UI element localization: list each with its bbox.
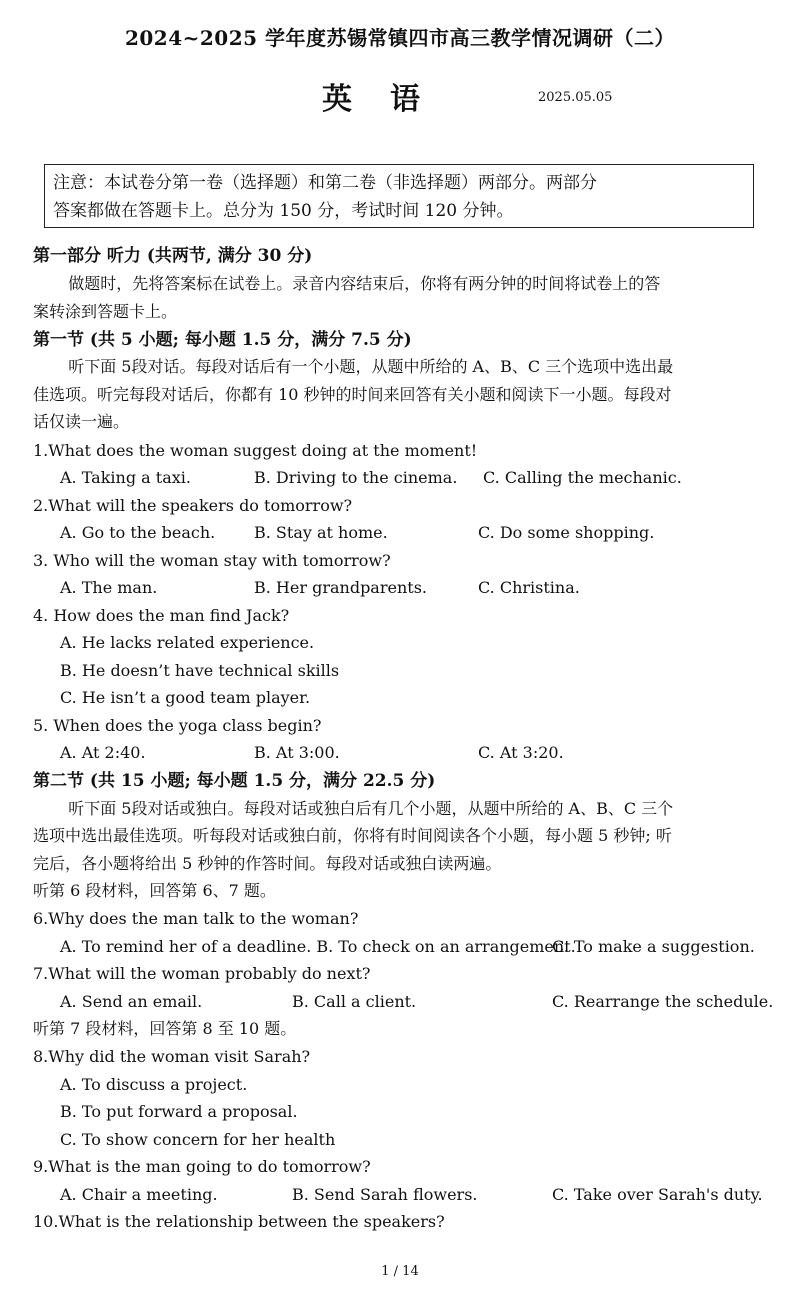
question-stem: 5. When does the yoga class begin? <box>33 716 322 735</box>
notice-box <box>44 164 754 228</box>
exam-title: 2024~2025 学年度苏锡常镇四市高三教学情况调研（二） <box>124 26 676 50</box>
option-a: A. Chair a meeting. <box>60 1185 218 1204</box>
option-c: C. He isn’t a good team player. <box>60 688 311 707</box>
exam-date: 2025.05.05 <box>538 90 613 105</box>
section-intro: 佳选项。听完每段对话后，你都有 10 秒钟的时间来回答有关小题和阅读下一小题。每段对 <box>33 385 672 404</box>
section-intro: 选项中选出最佳选项。听每段对话或独白前，你将有时间阅读各个小题，每小题 5 秒钟; 听 <box>33 826 672 845</box>
option-c: C. To make a suggestion. <box>552 937 755 956</box>
section-intro: 听下面 5段对话。每段对话后有一个小题，从题中所给的 A、B、C 三个选项中选出最 <box>68 357 674 376</box>
question-stem: 3. Who will the woman stay with tomorrow? <box>33 551 391 570</box>
option-c: C. Do some shopping. <box>478 523 655 542</box>
option-b: B. Send Sarah flowers. <box>292 1185 478 1204</box>
question-stem: 7.What will the woman probably do next? <box>33 964 371 983</box>
option-b: B. Call a client. <box>292 992 417 1011</box>
option-b: B. Her grandparents. <box>254 578 427 597</box>
option-a: A. Go to the beach. <box>60 523 216 542</box>
part-intro: 案转涂到答题卡上。 <box>33 302 178 321</box>
option-a: A. To discuss a project. <box>60 1075 248 1094</box>
option-ab: A. To remind her of a deadline. B. To check on an arrangement. <box>60 937 576 956</box>
section-intro: 话仅读一遍。 <box>33 412 130 431</box>
question-stem: 2.What will the speakers do tomorrow? <box>33 496 353 515</box>
material-note: 听第 7 段材料，回答第 8 至 10 题。 <box>33 1019 297 1038</box>
option-c: C. Christina. <box>478 578 580 597</box>
option-c: C. At 3:20. <box>478 743 564 762</box>
question-stem: 4. How does the man find Jack? <box>33 606 290 625</box>
part-heading: 第一部分 听力 (共两节, 满分 30 分) <box>33 246 313 266</box>
question-stem: 6.Why does the man talk to the woman? <box>33 909 359 928</box>
option-a: A. The man. <box>60 578 158 597</box>
option-a: A. At 2:40. <box>60 743 146 762</box>
section-heading: 第一节 (共 5 小题; 每小题 1.5 分，满分 7.5 分) <box>33 330 412 350</box>
option-a: A. He lacks related experience. <box>60 633 315 652</box>
option-b: B. He doesn’t have technical skills <box>60 661 340 680</box>
option-b: B. At 3:00. <box>254 743 340 762</box>
option-c: C. Rearrange the schedule. <box>552 992 774 1011</box>
option-b: B. Driving to the cinema. <box>254 468 458 487</box>
option-b: B. To put forward a proposal. <box>60 1102 298 1121</box>
section-intro: 听下面 5段对话或独白。每段对话或独白后有几个小题，从题中所给的 A、B、C 三个 <box>68 799 674 818</box>
question-stem: 1.What does the woman suggest doing at the moment! <box>33 441 478 460</box>
option-c: C. Calling the mechanic. <box>483 468 682 487</box>
option-a: A. Send an email. <box>60 992 203 1011</box>
material-note: 听第 6 段材料，回答第 6、7 题。 <box>33 881 276 900</box>
notice-line: 答案都做在答题卡上。总分为 150 分，考试时间 120 分钟。 <box>53 201 514 221</box>
question-stem: 9.What is the man going to do tomorrow? <box>33 1157 371 1176</box>
section-intro: 完后，各小题将给出 5 秒钟的作答时间。每段对话或独白读两遍。 <box>33 854 502 873</box>
notice-line: 注意：本试卷分第一卷（选择题）和第二卷（非选择题）两部分。两部分 <box>53 173 597 193</box>
subject-title: 英语 <box>322 82 458 117</box>
option-a: A. Taking a taxi. <box>60 468 191 487</box>
page-number: 1 / 14 <box>381 1264 419 1279</box>
option-b: B. Stay at home. <box>254 523 388 542</box>
part-intro: 做题时，先将答案标在试卷上。录音内容结束后，你将有两分钟的时间将试卷上的答 <box>68 274 661 293</box>
section-heading: 第二节 (共 15 小题; 每小题 1.5 分，满分 22.5 分) <box>33 771 436 791</box>
option-c: C. To show concern for her health <box>60 1130 336 1149</box>
option-c: C. Take over Sarah's duty. <box>552 1185 763 1204</box>
question-stem: 10.What is the relationship between the speakers? <box>33 1212 445 1231</box>
question-stem: 8.Why did the woman visit Sarah? <box>33 1047 311 1066</box>
